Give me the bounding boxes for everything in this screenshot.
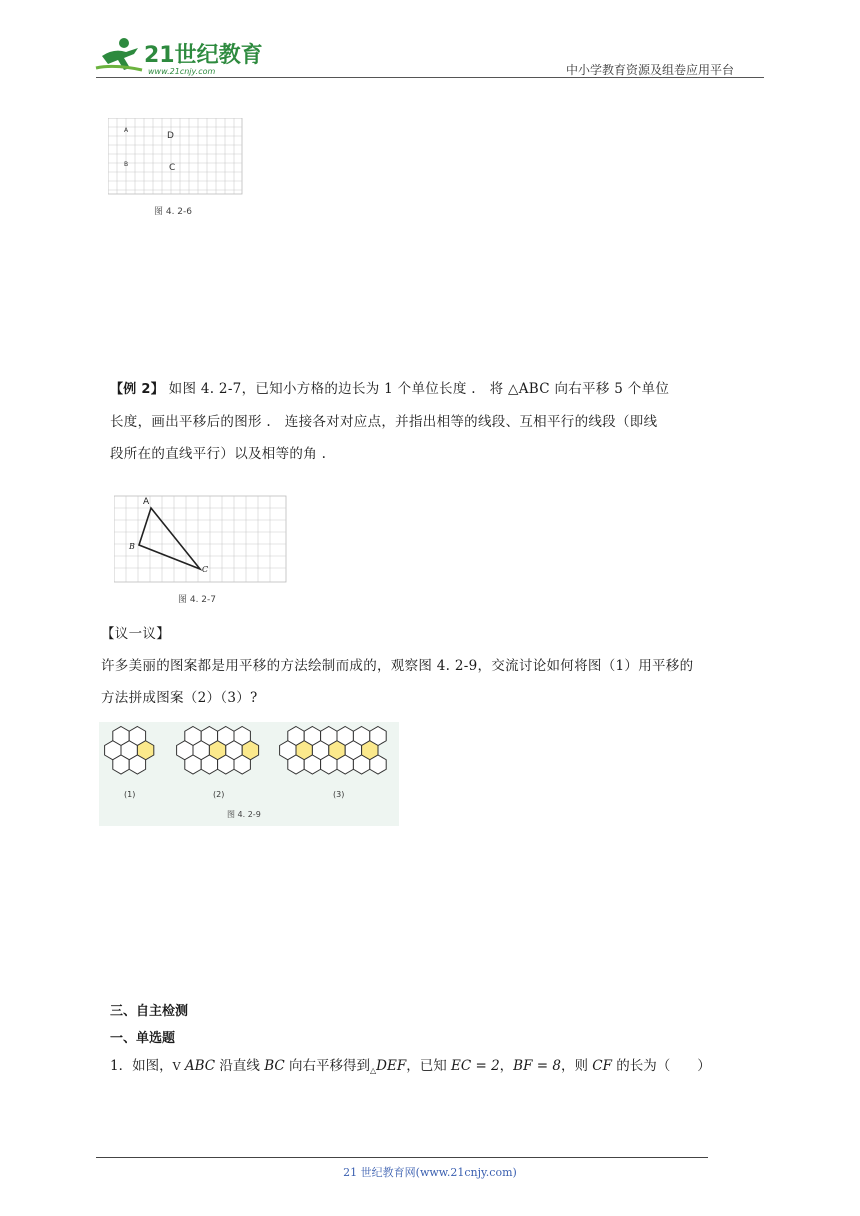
discuss-section (101, 618, 781, 714)
figure-caption: 图 4. 2-9 (227, 810, 261, 819)
hex-pattern-3 (280, 727, 387, 775)
math-cf: CF (592, 1058, 612, 1074)
point-label-c: C (169, 163, 176, 173)
question-text: 沿直线 (215, 1058, 265, 1074)
math-abc: ABC (184, 1058, 216, 1074)
discuss-line-2: 方法拼成图案（2）（3）? (101, 690, 258, 706)
math-bc: BC (264, 1058, 285, 1074)
logo-text: 21世纪教育 (144, 43, 263, 68)
example-line-1 (110, 373, 770, 406)
example-text-1: 如图 4. 2-7，已知小方格的边长为 1 个单位长度 . 将 △ABC 向右平移 5 个单位 (168, 381, 670, 397)
example-line-2: 长度，画出平移后的图形 . 连接各对对应点，并指出相等的线段、互相平行的线段（即线 (110, 414, 658, 430)
figure-4-2-6 (108, 118, 244, 200)
question-1 (110, 1054, 711, 1075)
header-platform-text: 中小学教育资源及组卷应用平台 (566, 63, 735, 77)
pattern-label-2: (2) (213, 790, 225, 799)
subsection-title: 一、单选题 (110, 1031, 176, 1046)
question-text: ，则 (560, 1058, 593, 1074)
question-text: ， (499, 1058, 514, 1074)
vertex-label-a: A (143, 497, 150, 507)
footer-link[interactable]: 21 世纪教育网(www.21cnjy.com) (343, 1166, 517, 1179)
pattern-label-1: (1) (124, 790, 136, 799)
math-bf: BF = 8 (513, 1058, 561, 1074)
logo-url: www.21cnjy.com (148, 67, 216, 76)
question-text: 向右平移得到 (284, 1058, 370, 1074)
section-title: 三、自主检测 (110, 1004, 189, 1019)
point-label-d: D (167, 131, 174, 141)
figure-4-2-7 (114, 494, 290, 588)
hex-pattern-1 (105, 727, 154, 775)
math-def: DEF (376, 1058, 407, 1074)
question-number: 1．如图， (110, 1058, 173, 1074)
hex-pattern-2 (177, 727, 259, 775)
pattern-label-3: (3) (333, 790, 345, 799)
header-divider (96, 77, 764, 78)
runner-logo-icon (96, 38, 142, 70)
example-2 (110, 373, 770, 470)
question-text: 的长为（ ） (611, 1058, 711, 1074)
discuss-title: 【议一议】 (101, 626, 170, 642)
point-label-a: A (124, 127, 129, 134)
figure-caption: 图 4. 2-6 (154, 207, 193, 217)
example-line-3: 段所在的直线平行）以及相等的角 . (110, 446, 327, 462)
site-logo (94, 34, 264, 78)
discuss-line-1: 许多美丽的图案都是用平移的方法绘制而成的，观察图 4. 2-9，交流讨论如何将图（1）用平移的 (101, 658, 694, 674)
grid-4-2-7 (114, 494, 290, 584)
point-label-b: B (124, 161, 129, 168)
example-tag: 【例 2】 (110, 382, 165, 397)
grid-4-2-6 (108, 118, 244, 196)
math-ec: EC = 2 (451, 1058, 500, 1074)
triangle-symbol: V (172, 1060, 181, 1073)
figure-4-2-9 (99, 722, 399, 826)
vertex-label-b: B (129, 542, 135, 551)
question-text: ，已知 (406, 1058, 451, 1074)
footer-divider (96, 1157, 708, 1158)
triangle-symbol: △ (370, 1066, 377, 1075)
figure-caption: 图 4. 2-7 (178, 595, 217, 605)
vertex-label-c: C (202, 565, 209, 574)
